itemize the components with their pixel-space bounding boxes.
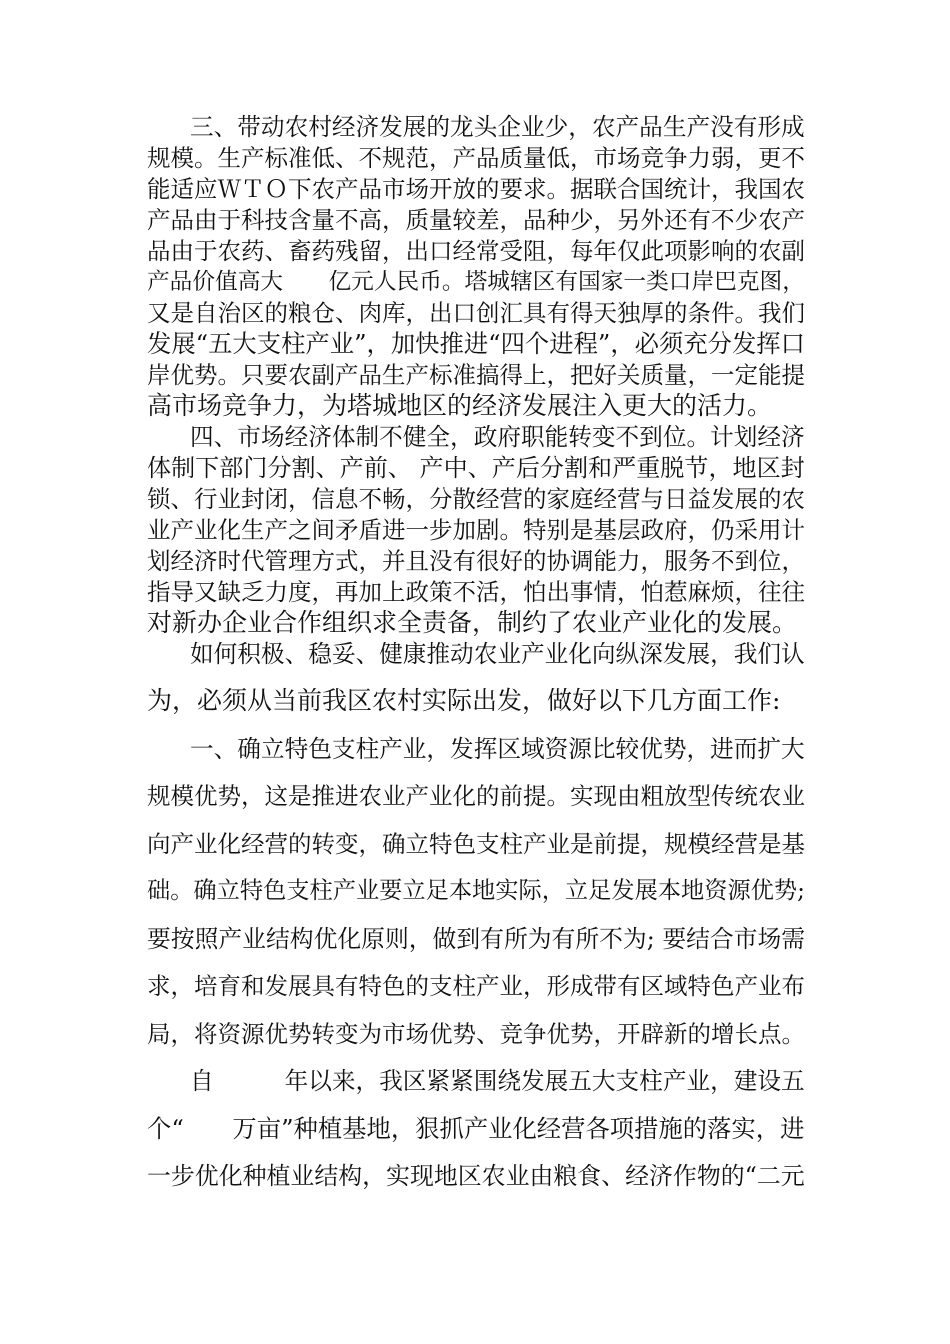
text-line: 要按照产业结构优化原则，做到有所为有所不为; 要结合市场需 [147,925,806,953]
text-line: 产品价值高大 亿元人民币。塔城辖区有国家一类口岸巴克图， [147,269,805,295]
text-line: 础。确立特色支柱产业要立足本地实际，立足发展本地资源优势; [147,877,805,904]
text-line: 指导又缺乏力度，再加上政策不活，怕出事情，怕惹麻烦，往往 [147,578,805,606]
text-line: 局，将资源优势转变为市场优势、竞争优势，开辟新的增长点。 [147,1020,805,1048]
text-line: 向产业化经营的转变，确立特色支柱产业是前提，规模经营是基 [147,830,805,858]
text-line: 又是自治区的粮仓、肉库，出口创汇具有得天独厚的条件。我们 [147,299,805,327]
text-line: 三、带动农村经济发展的龙头企业少，农产品生产没有形成 [190,113,805,141]
text-line: 对新办企业合作组织求全责备，制约了农业产业化的发展。 [147,608,798,637]
text-line: 岸优势。只要农副产品生产标准搞得上，把好关质量，一定能提 [147,361,805,389]
text-line: 体制下部门分割、产前、 产中、产后分割和严重脱节，地区封 [147,454,805,482]
text-line: 规模。生产标准低、不规范，产品质量低，市场竞争力弱，更不 [147,144,805,172]
text-line: 一步优化种植业结构，实现地区农业由粮食、经济作物的“二元 [147,1162,805,1190]
text-line: 能适应ＷＴＯ下农产品市场开放的要求。据联合国统计，我国农 [147,175,805,203]
text-line: 求，培育和发展具有特色的支柱产业，形成带有区域特色产业布 [147,972,805,1000]
text-line: 一、确立特色支柱产业，发挥区域资源比较优势，进而扩大 [190,735,805,763]
text-line: 业产业化生产之间矛盾进一步加剧。特别是基层政府，仍采用计 [147,516,805,544]
text-line: 品由于农药、畜药残留，出口经常受阻，每年仅此项影响的农副 [147,237,805,265]
text-line: 四、市场经济体制不健全，政府职能转变不到位。计划经济 [190,423,805,451]
text-line: 高市场竞争力，为塔城地区的经济发展注入更大的活力。 [147,391,773,420]
text-line: 锁、行业封闭，信息不畅，分散经营的家庭经营与日益发展的农 [147,485,805,513]
text-line: 个“ 万亩”种植基地，狠抓产业化经营各项措施的落实，进 [147,1114,805,1143]
text-line: 规模优势，这是推进农业产业化的前提。实现由粗放型传统农业 [147,782,805,810]
text-line: 如何积极、稳妥、健康推动农业产业化向纵深发展，我们认 [190,640,805,668]
text-line: 为，必须从当前我区农村实际出发，做好以下几方面工作: [147,686,781,715]
text-line: 划经济时代管理方式，并且没有很好的协调能力，服务不到位， [147,547,805,575]
text-line: 产品由于科技含量不高，质量较差，品种少，另外还有不少农产 [147,206,805,234]
text-line: 自 年以来，我区紧紧围绕发展五大支柱产业，建设五 [190,1067,805,1095]
text-line: 发展“五大支柱产业”，加快推进“四个进程”，必须充分发挥口 [147,329,805,358]
